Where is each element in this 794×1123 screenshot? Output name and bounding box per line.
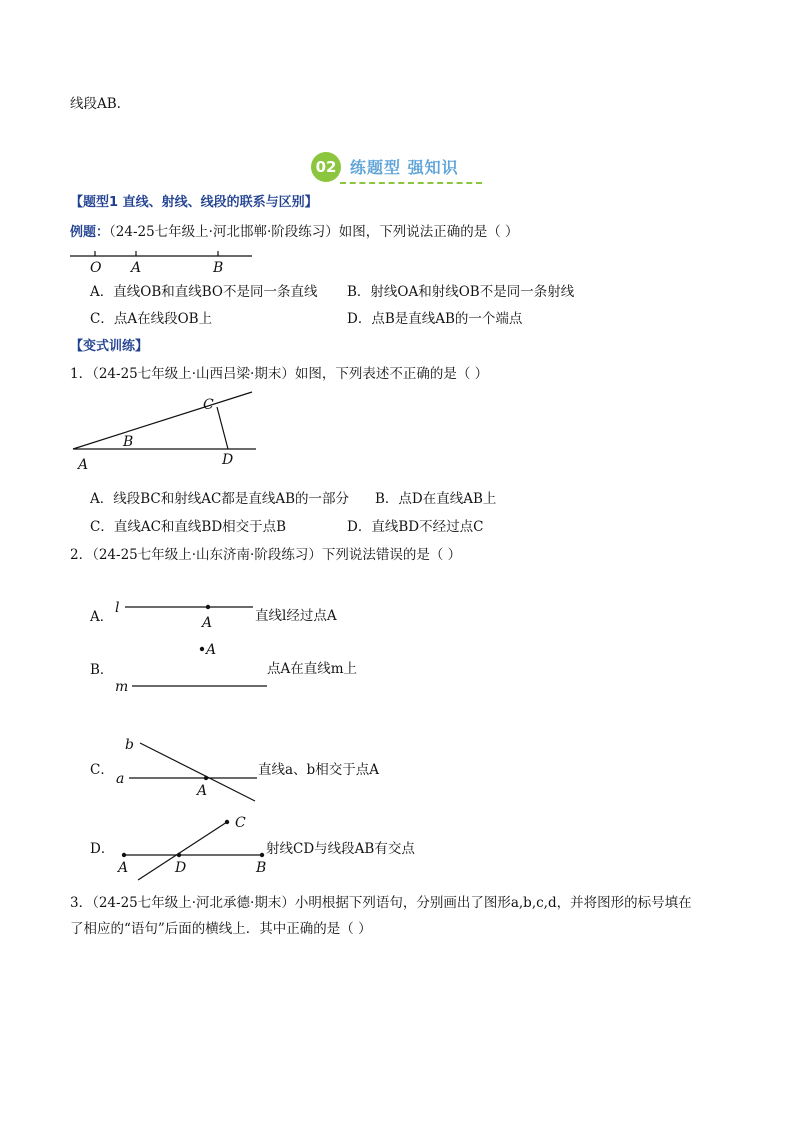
label-a: A xyxy=(131,260,142,276)
q1-option-b[interactable]: B．点D在直线AB上 xyxy=(375,491,497,507)
q2-option-c-figure xyxy=(114,734,274,804)
q1-label-c: C xyxy=(203,397,214,413)
q1-stem: 1．（24-25七年级上·山西吕梁·期末）如图，下列表述不正确的是（ ） xyxy=(70,366,489,382)
banner-number: 02 xyxy=(311,152,341,182)
q2a-label-l: l xyxy=(115,600,120,616)
q2d-point-d xyxy=(177,853,181,857)
banner-underline xyxy=(340,182,482,184)
q1-label-b: B xyxy=(123,434,134,450)
q3-stem-line2: 了相应的“语句”后面的横线上．其中正确的是（ ） xyxy=(70,921,372,937)
q2-option-b-letter[interactable]: B． xyxy=(90,662,114,678)
q2-option-d-letter[interactable]: D． xyxy=(90,841,115,857)
example-figure xyxy=(70,248,270,278)
example-option-a[interactable]: A．直线OB和直线BO不是同一条直线 xyxy=(90,284,318,300)
q1-option-a[interactable]: A．线段BC和射线AC都是直线AB的一部分 xyxy=(90,491,349,507)
intro-tail-text: 线段AB. xyxy=(70,96,121,112)
q2b-label-a: A xyxy=(206,642,217,658)
q2-option-b-desc: 点A在直线m上 xyxy=(267,661,358,677)
label-b: B xyxy=(213,260,224,276)
q2a-point-a xyxy=(206,605,210,609)
banner-title: 练题型 强知识 xyxy=(350,158,459,177)
example-stem xyxy=(70,224,519,241)
q1-option-d[interactable]: D．直线BD不经过点C xyxy=(347,519,484,535)
q2c-label-b: b xyxy=(125,737,134,753)
q2d-label-b: B xyxy=(256,860,267,876)
example-stem-text: （24-25七年级上·河北邯郸·阶段练习）如图，下列说法正确的是（ ） xyxy=(109,224,519,240)
q3-stem-line1: 3．（24-25七年级上·河北承德·期末）小明根据下列语句，分别画出了图形a,b,c,d，并将图形的标号填在 xyxy=(70,895,692,911)
q2d-point-a xyxy=(122,853,126,857)
q1-label-d: D xyxy=(222,452,234,468)
q1-segment-cd xyxy=(217,407,228,449)
q2-option-c-desc: 直线a、b相交于点A xyxy=(258,762,379,778)
q2-option-c-letter[interactable]: C． xyxy=(90,762,114,778)
q2d-point-c xyxy=(225,820,229,824)
q2d-label-a: A xyxy=(118,860,129,876)
q2-option-a-letter[interactable]: A． xyxy=(90,609,114,625)
example-option-c[interactable]: C．点A在线段OB上 xyxy=(90,311,213,327)
q2d-label-d: D xyxy=(175,860,187,876)
q2d-label-c: C xyxy=(235,815,246,831)
q1-option-c[interactable]: C．直线AC和直线BD相交于点B xyxy=(90,519,287,535)
q1-figure xyxy=(70,388,270,478)
q2b-label-m: m xyxy=(115,679,129,695)
q2-option-a-desc: 直线l经过点A xyxy=(255,608,337,624)
label-o: O xyxy=(90,260,102,276)
practice-title: 【变式训练】 xyxy=(70,339,149,354)
q2-option-a-figure xyxy=(115,598,255,631)
q2c-point-a xyxy=(204,776,208,780)
q2a-label-a: A xyxy=(202,615,213,631)
q2-option-b-figure xyxy=(115,642,275,695)
example-label: 例题： xyxy=(70,225,110,240)
q2d-point-b xyxy=(260,853,264,857)
q2c-label-a: a xyxy=(116,771,125,787)
section-title: 【题型1 直线、射线、线段的联系与区别】 xyxy=(70,195,318,210)
example-option-d[interactable]: D．点B是直线AB的一个端点 xyxy=(347,311,523,327)
q2b-point-a xyxy=(200,647,204,651)
q2-option-d-desc: 射线CD与线段AB有交点 xyxy=(266,841,415,857)
q2-stem: 2．（24-25七年级上·山东济南·阶段练习）下列说法错误的是（ ） xyxy=(70,547,462,563)
q2c-label-point-a: A xyxy=(197,783,208,799)
q2-option-d-figure xyxy=(114,812,274,882)
example-option-b[interactable]: B．射线OA和射线OB不是同一条射线 xyxy=(347,284,575,300)
q1-label-a: A xyxy=(78,457,89,473)
